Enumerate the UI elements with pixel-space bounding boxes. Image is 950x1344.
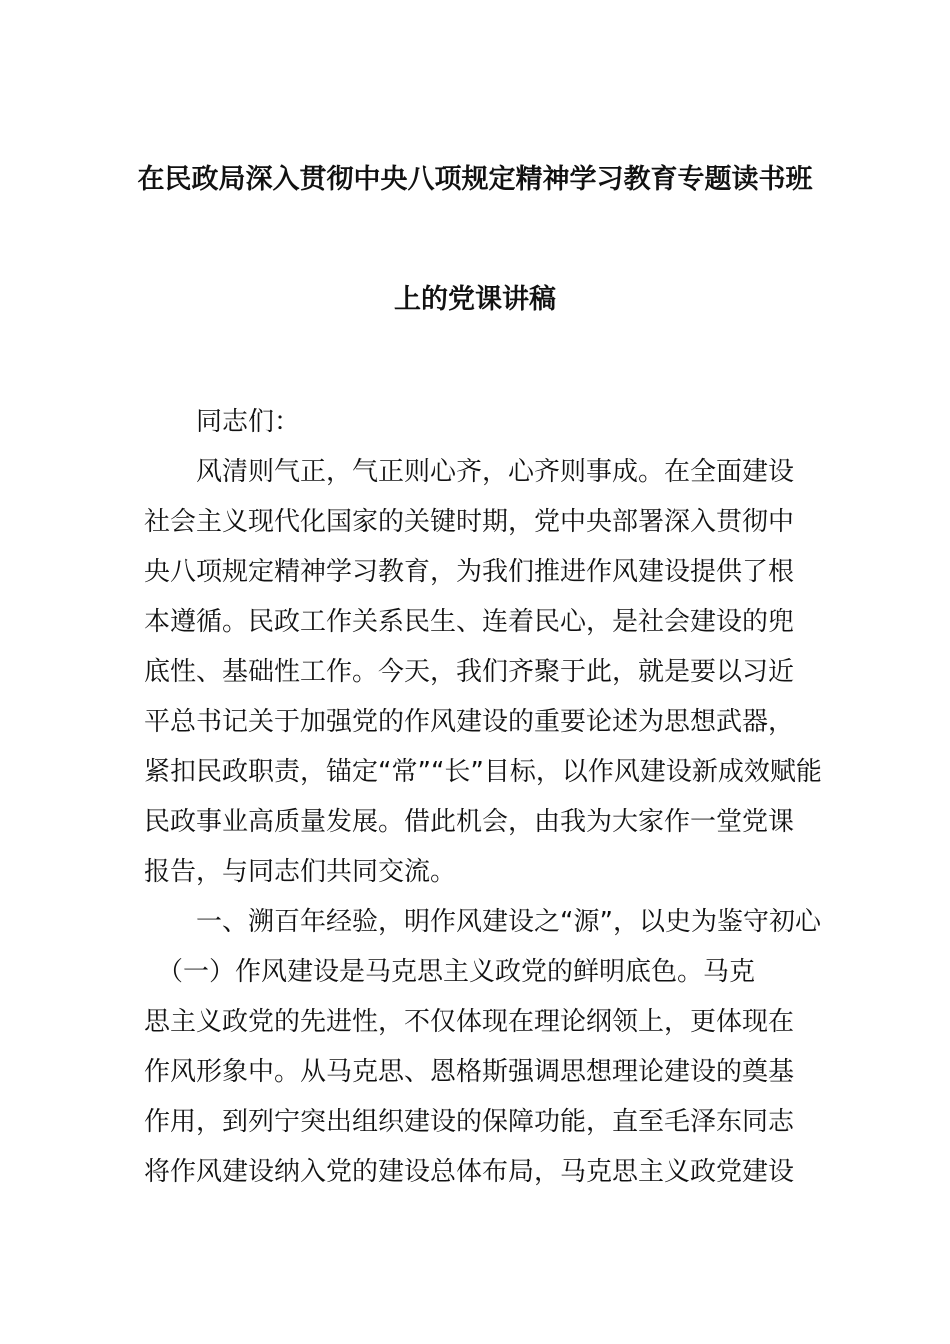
body-line: 作用，到列宁突出组织建设的保障功能，直至毛泽东同志 xyxy=(144,1107,795,1137)
document-body xyxy=(144,397,822,1197)
body-line: 底性、基础性工作。今天，我们齐聚于此，就是要以习近 xyxy=(144,657,795,687)
body-line: 将作风建设纳入党的建设总体布局，马克思主义政党建设 xyxy=(144,1157,795,1187)
body-line: 同志们： xyxy=(144,407,301,437)
body-line: 央八项规定精神学习教育，为我们推进作风建设提供了根 xyxy=(144,557,795,587)
document-title-line-1: 在民政局深入贯彻中央八项规定精神学习教育专题读书班 xyxy=(137,164,813,195)
body-line: 民政事业高质量发展。借此机会，由我为大家作一堂党课 xyxy=(144,807,795,837)
body-line: （一）作风建设是马克思主义政党的鲜明底色。马克 xyxy=(144,957,756,987)
body-line: 作风形象中。从马克思、恩格斯强调思想理论建设的奠基 xyxy=(144,1057,795,1087)
body-line: 紧扣民政职责，锚定“常”“长”目标，以作风建设新成效赋能 xyxy=(144,757,822,787)
body-line: 平总书记关于加强党的作风建设的重要论述为思想武器， xyxy=(144,707,795,737)
body-line: 风清则气正，气正则心齐，心齐则事成。在全面建设 xyxy=(144,457,795,487)
body-line: 社会主义现代化国家的关键时期，党中央部署深入贯彻中 xyxy=(144,507,795,537)
section-heading: 一、溯百年经验，明作风建设之“源”，以史为鉴守初心 xyxy=(144,907,821,937)
document-title-line-2: 上的党课讲稿 xyxy=(394,284,556,315)
body-line: 思主义政党的先进性，不仅体现在理论纲领上，更体现在 xyxy=(144,1007,795,1037)
body-line: 本遵循。民政工作关系民生、连着民心，是社会建设的兜 xyxy=(144,607,795,637)
body-line: 报告，与同志们共同交流。 xyxy=(144,857,457,887)
